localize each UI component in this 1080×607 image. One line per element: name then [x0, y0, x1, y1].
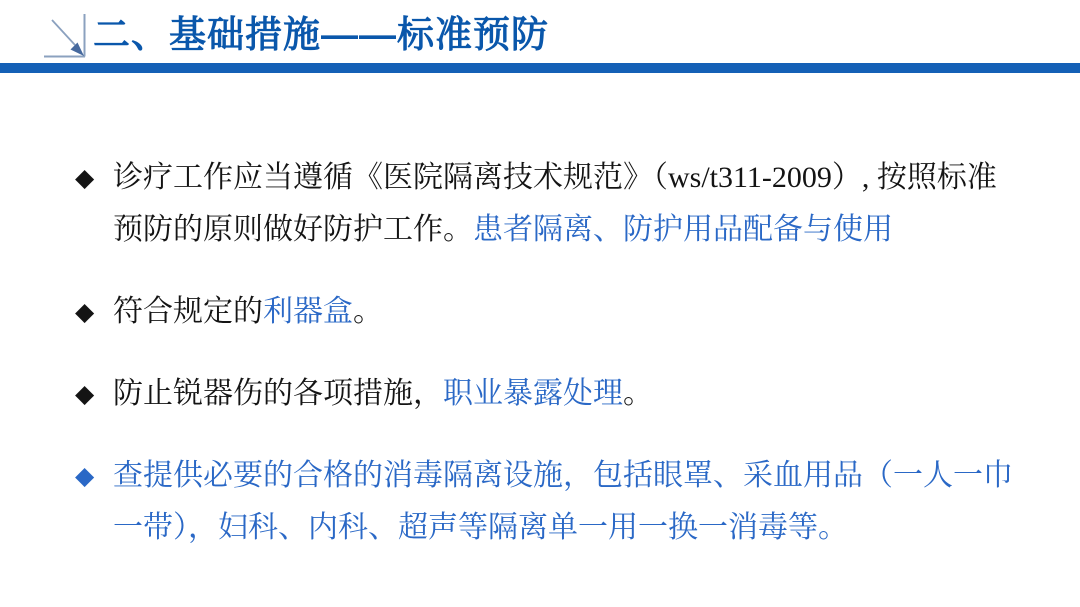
diamond-bullet-icon: ◆	[75, 461, 95, 490]
bullet-text	[113, 450, 1025, 554]
bullet-text-segment: 。	[353, 295, 383, 328]
bullet-item	[75, 368, 1025, 420]
bullet-item	[75, 152, 1025, 256]
bullet-text	[113, 152, 1025, 256]
bullet-text-segment: 职业暴露处理	[443, 377, 623, 410]
bullet-text-segment: 诊疗工作应当遵循《医院隔离技术规范》（ws/t311-2009）, 按照标准预防的原则做好防护工作。	[113, 161, 997, 246]
diamond-bullet-icon: ◆	[75, 379, 95, 408]
bullet-text-segment: 利器盒	[263, 295, 353, 328]
diamond-bullet-icon: ◆	[75, 297, 95, 326]
title-underline-bar	[0, 63, 1080, 73]
bullet-text-segment: 患者隔离、防护用品配备与使用	[473, 213, 893, 246]
bullet-item	[75, 450, 1025, 554]
corner-arrow-icon	[38, 8, 90, 64]
bullet-text-segment: 。	[623, 377, 653, 410]
bullet-text-segment: 符合规定的	[113, 295, 263, 328]
bullet-list	[75, 152, 1025, 554]
bullet-text-segment: 查提供必要的合格的消毒隔离设施，包括眼罩、采血用品（一人一巾一带），妇科、内科、超声等隔离单一用一换一消毒等。	[113, 459, 1013, 544]
slide-title: 二、基础措施——标准预防	[93, 14, 549, 55]
bullet-item	[75, 286, 1025, 338]
bullet-text	[113, 286, 1025, 338]
bullet-text-segment: 防止锐器伤的各项措施，	[113, 377, 443, 410]
diamond-bullet-icon: ◆	[75, 163, 95, 192]
bullet-text	[113, 368, 1025, 420]
